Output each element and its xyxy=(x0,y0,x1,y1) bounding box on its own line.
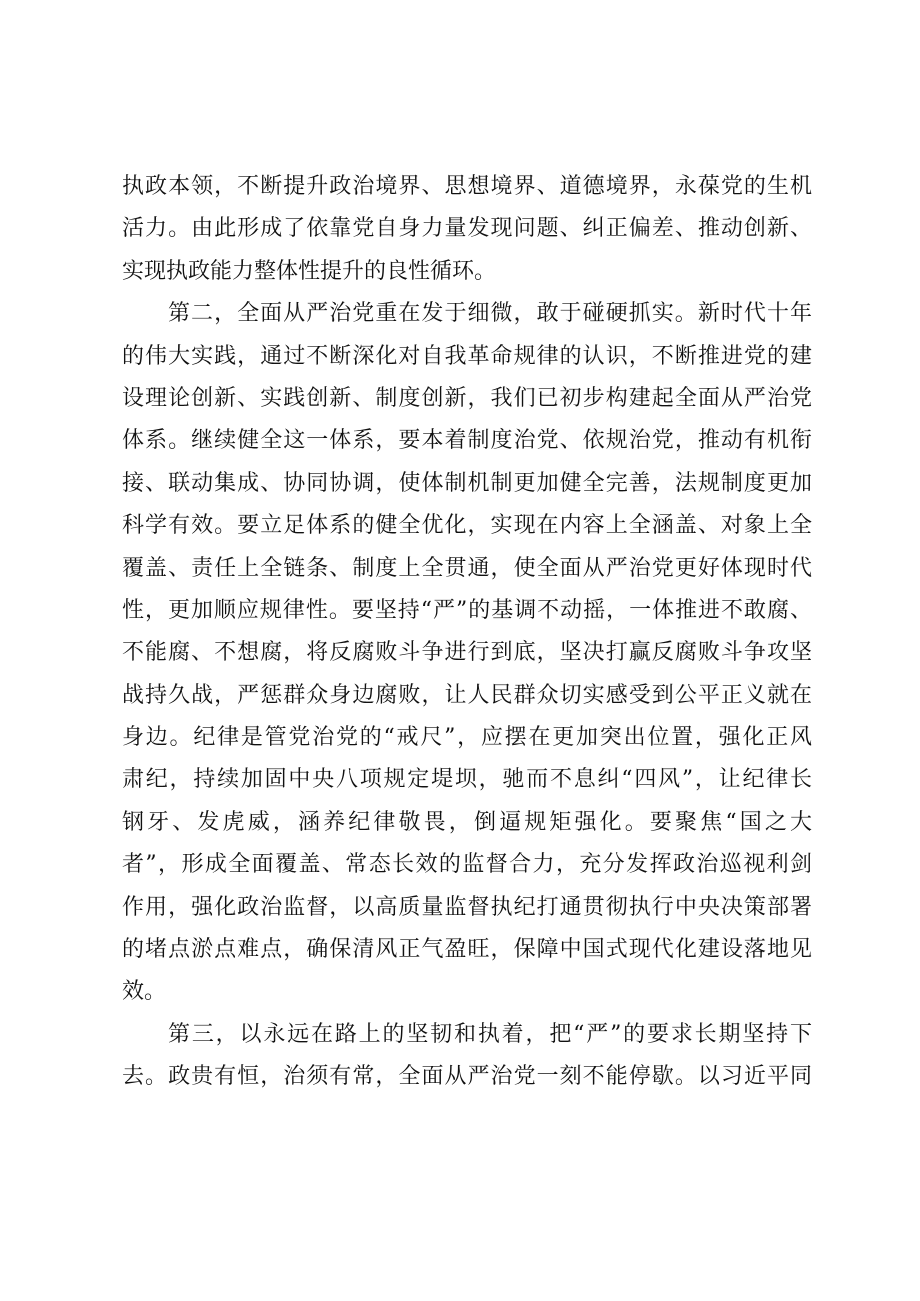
text-line: 效。 xyxy=(122,979,167,1005)
text-line: 去。政贵有恒，治须有常，全面从严治党一刻不能停歇。以习近平同 xyxy=(122,1064,812,1090)
paragraph-3 xyxy=(122,1014,812,1099)
text-line: 肃纪，持续加固中央八项规定堤坝，驰而不息纠“四风”，让纪律长 xyxy=(122,767,812,793)
text-line: 活力。由此形成了依靠党自身力量发现问题、纠正偏差、推动创新、 xyxy=(122,216,812,242)
text-line: 钢牙、发虎威，涵养纪律敬畏，倒逼规矩强化。要聚焦“国之大 xyxy=(122,809,812,835)
text-line: 设理论创新、实践创新、制度创新，我们已初步构建起全面从严治党 xyxy=(122,385,812,411)
text-line: 执政本领，不断提升政治境界、思想境界、道德境界，永葆党的生机 xyxy=(122,174,812,199)
paragraph-1 xyxy=(122,166,812,293)
text-line: 第二，全面从严治党重在发于细微，敢于碰硬抓实。新时代十年 xyxy=(168,301,812,327)
text-line: 战持久战，严惩群众身边腐败，让人民群众切实感受到公平正义就在 xyxy=(122,682,812,708)
text-line: 者”，形成全面覆盖、常态长效的监督合力，充分发挥政治巡视利剑 xyxy=(122,852,812,878)
text-line: 第三，以永远在路上的坚韧和执着，把“严”的要求长期坚持下 xyxy=(168,1021,812,1047)
text-line: 的伟大实践，通过不断深化对自我革命规律的认识，不断推进党的建 xyxy=(122,343,812,369)
text-line: 身边。纪律是管党治党的“戒尺”，应摆在更加突出位置，强化正风 xyxy=(122,725,812,751)
text-line: 接、联动集成、协同协调，使体制机制更加健全完善，法规制度更加 xyxy=(122,470,812,496)
document-body xyxy=(122,166,812,1099)
paragraph-2 xyxy=(122,293,812,1014)
text-line: 性，更加顺应规律性。要坚持“严”的基调不动摇，一体推进不敢腐、 xyxy=(122,597,812,623)
text-line: 覆盖、责任上全链条、制度上全贯通，使全面从严治党更好体现时代 xyxy=(122,555,812,581)
text-line: 实现执政能力整体性提升的良性循环。 xyxy=(122,258,497,284)
text-line: 不能腐、不想腐，将反腐败斗争进行到底，坚决打赢反腐败斗争攻坚 xyxy=(122,640,812,666)
text-line: 体系。继续健全这一体系，要本着制度治党、依规治党，推动有机衔 xyxy=(122,428,812,454)
text-line: 的堵点淤点难点，确保清风正气盈旺，保障中国式现代化建设落地见 xyxy=(122,937,812,963)
text-line: 科学有效。要立足体系的健全优化，实现在内容上全涵盖、对象上全 xyxy=(122,513,812,539)
text-line: 作用，强化政治监督，以高质量监督执纪打通贯彻执行中央决策部署 xyxy=(122,894,812,920)
